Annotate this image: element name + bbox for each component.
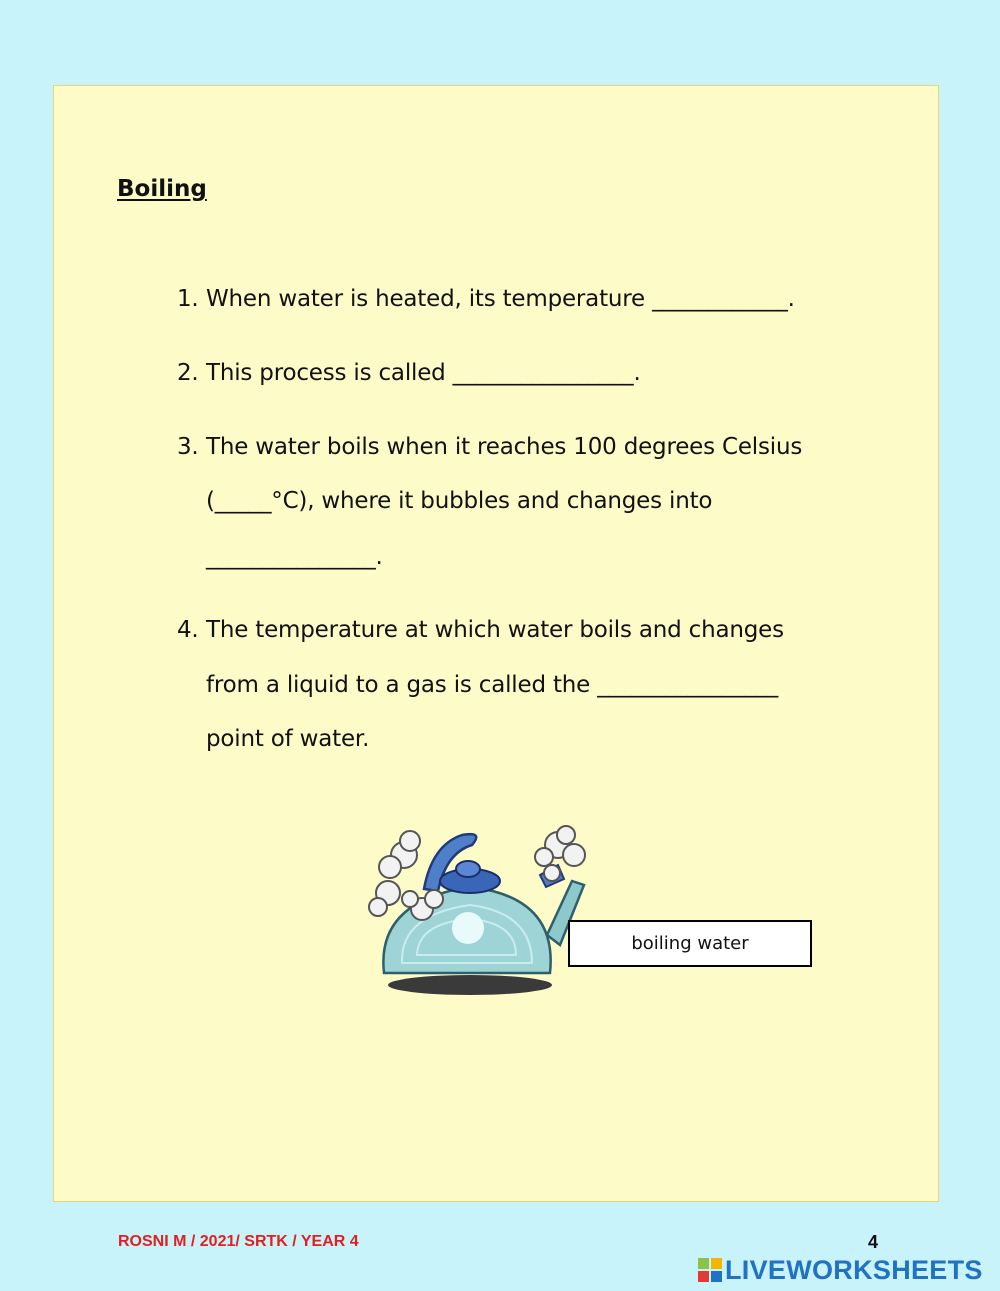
question-number: 4. (177, 617, 199, 643)
boiling-kettle-icon (362, 823, 592, 1003)
question-text: When water is heated, its temperature ____________. (206, 286, 795, 312)
question-text: _______________. (206, 544, 383, 570)
question-text: The water boils when it reaches 100 degrees Celsius (206, 434, 803, 460)
liveworksheets-brand[interactable] (697, 1255, 983, 1285)
question-number: 1. (177, 286, 199, 312)
liveworksheets-logo-icon (697, 1257, 723, 1283)
question-text: from a liquid to a gas is called the ________________ (206, 672, 779, 698)
section-heading: Boiling (117, 176, 207, 202)
question-text: The temperature at which water boils and changes (206, 617, 784, 643)
brand-name: LIVEWORKSHEETS (725, 1254, 983, 1285)
question-text: point of water. (206, 726, 370, 752)
credit-text: ROSNI M / 2021/ SRTK / YEAR 4 (118, 1233, 359, 1250)
page-number: 4 (868, 1232, 879, 1252)
worksheet-page (53, 85, 939, 1202)
image-label-box[interactable]: boiling water (568, 920, 812, 967)
question-number: 3. (177, 434, 199, 460)
question-text: (_____°C), where it bubbles and changes into (206, 488, 713, 514)
question-text: This process is called ________________. (206, 360, 641, 386)
question-number: 2. (177, 360, 199, 386)
